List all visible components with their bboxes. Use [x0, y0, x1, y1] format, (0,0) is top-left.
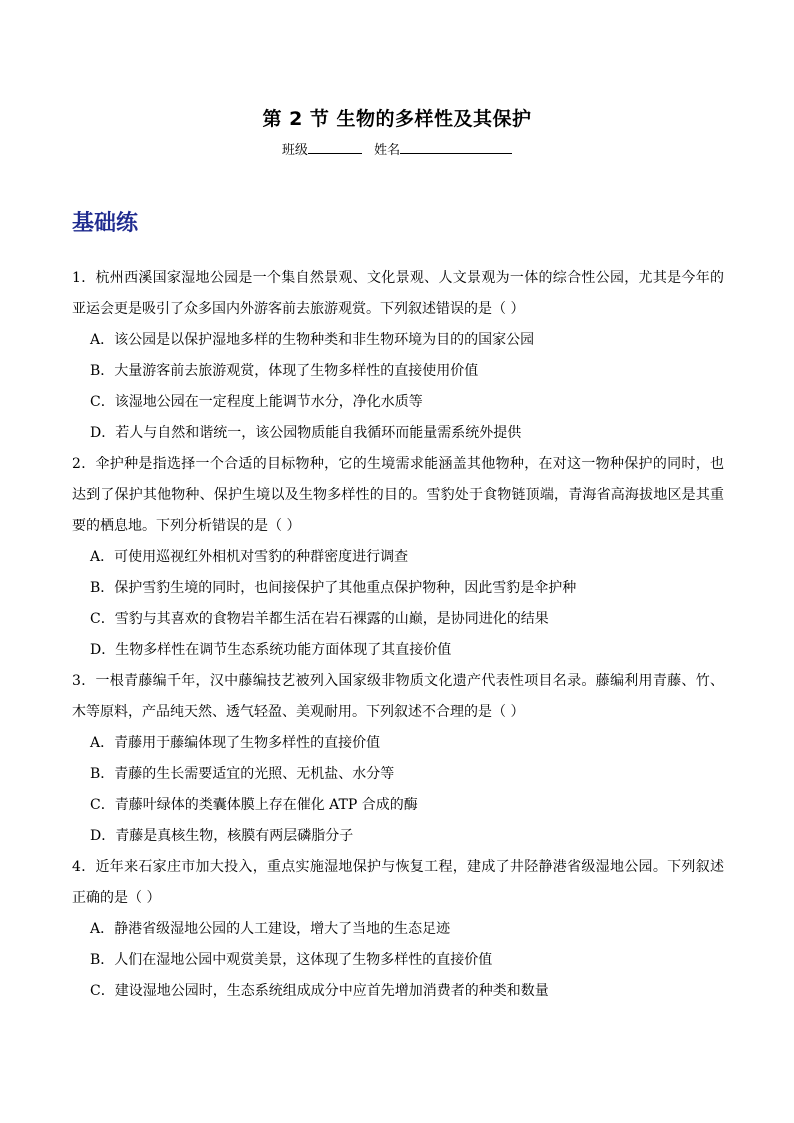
question-option: B．人们在湿地公园中观赏美景，这体现了生物多样性的直接价值 — [90, 952, 493, 968]
page-title: 第 2 节 生物的多样性及其保护 — [262, 108, 532, 130]
name-blank[interactable] — [400, 139, 512, 154]
question-option: D．生物多样性在调节生态系统功能方面体现了其直接价值 — [90, 642, 452, 658]
question-option: B．青藤的生长需要适宜的光照、无机盐、水分等 — [90, 766, 395, 782]
question-stem: 2．伞护种是指选择一个合适的目标物种，它的生境需求能涵盖其他物种，在对这一物种保护的同时，也达到了保护其他物种、保护生境以及生物多样性的目的。雪豹处于食物链顶端，青海省高海拔地区是其重要的栖息地。下列分析错误的是（ ） — [72, 456, 724, 534]
question-option: C．青藤叶绿体的类囊体膜上存在催化 ATP 合成的酶 — [90, 797, 418, 813]
question-option: A．该公园是以保护湿地多样的生物种类和非生物环境为目的的国家公园 — [90, 332, 535, 348]
question-item — [72, 666, 724, 852]
question-item — [72, 449, 724, 666]
question-option: A．可使用巡视红外相机对雪豹的种群密度进行调查 — [90, 549, 409, 565]
section-heading: 基础练 — [72, 211, 139, 236]
question-item — [72, 263, 724, 449]
question-stem: 4．近年来石家庄市加大投入，重点实施湿地保护与恢复工程，建成了井陉静港省级湿地公园。下列叙述正确的是（ ） — [72, 859, 724, 906]
question-option: C．雪豹与其喜欢的食物岩羊都生活在岩石裸露的山巅，是协同进化的结果 — [90, 611, 549, 627]
question-option: C．建设湿地公园时，生态系统组成成分中应首先增加消费者的种类和数量 — [90, 983, 549, 999]
question-stem: 1．杭州西溪国家湿地公园是一个集自然景观、文化景观、人文景观为一体的综合性公园，尤其是今年的亚运会更是吸引了众多国内外游客前去旅游观赏。下列叙述错误的是（ ） — [72, 270, 724, 317]
question-option: A．静港省级湿地公园的人工建设，增大了当地的生态足迹 — [90, 921, 451, 937]
question-item — [72, 852, 724, 1007]
question-option: C．该湿地公园在一定程度上能调节水分，净化水质等 — [90, 394, 423, 410]
name-label: 姓名 — [374, 143, 401, 158]
question-option: B．大量游客前去旅游观赏，体现了生物多样性的直接使用价值 — [90, 363, 479, 379]
question-option: D．青藤是真核生物，核膜有两层磷脂分子 — [90, 828, 354, 844]
question-option: B．保护雪豹生境的同时，也间接保护了其他重点保护物种，因此雪豹是伞护种 — [90, 580, 577, 596]
class-label: 班级 — [281, 143, 308, 158]
student-info-line — [0, 139, 794, 158]
class-blank[interactable] — [308, 139, 362, 154]
question-stem: 3．一根青藤编千年，汉中藤编技艺被列入国家级非物质文化遗产代表性项目名录。藤编利用青藤、竹、木等原料，产品纯天然、透气轻盈、美观耐用。下列叙述不合理的是（ ） — [72, 673, 724, 720]
question-option: D．若人与自然和谐统一，该公园物质能自我循环而能量需系统外提供 — [90, 425, 522, 441]
question-option: A．青藤用于藤编体现了生物多样性的直接价值 — [90, 735, 381, 751]
question-list — [72, 263, 724, 1007]
